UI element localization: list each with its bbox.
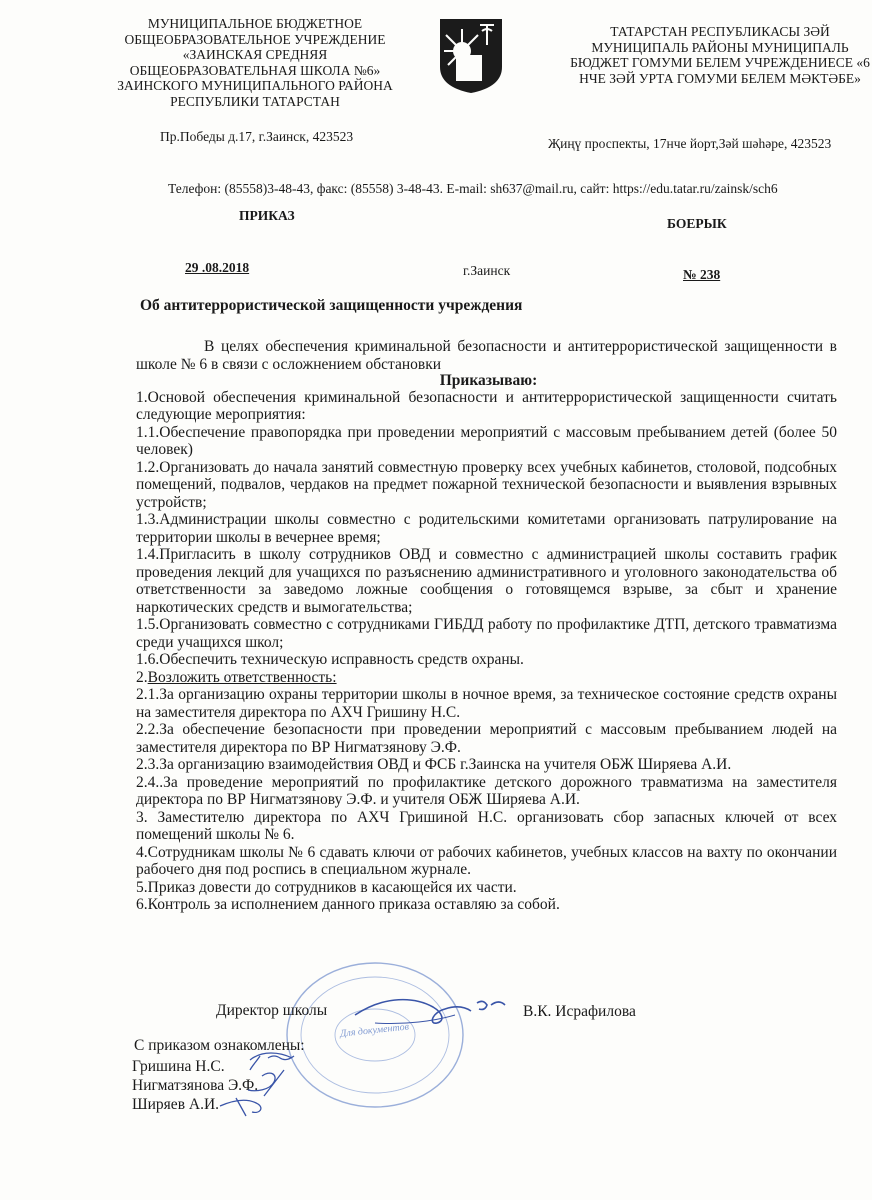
- decree-word: Приказываю:: [439, 372, 538, 389]
- doc-subject: Об антитеррористической защищенности учреждения: [140, 297, 523, 314]
- item-1-3: 1.3.Администрации школы совместно с родительскими комитетами организовать патрулирование на территории школы в вечернее время;: [136, 511, 837, 546]
- item-2: [136, 669, 837, 687]
- item-2-heading: Возложить ответственность:: [147, 668, 337, 686]
- item-3: 3. Заместителю директора по АХЧ Гришиной Н.С. организовать сбор запасных ключей от всех помещений школы № 6.: [136, 808, 837, 843]
- ack-person-2: Нигматзянова Э.Ф.: [132, 1077, 259, 1094]
- item-1: 1.Основой обеспечения криминальной безопасности и антитеррористической защищенности считать следующие мероприятия:: [136, 388, 837, 423]
- item-1-1: 1.1.Обеспечение правопорядка при проведении мероприятий с массовым пребыванием детей (более 50 человек): [136, 423, 837, 458]
- item-2-4: 2.4..За проведение мероприятий по профилактике детского дорожного травматизма на заместителя директора по ВР Нигматзянову Э.Ф. и учителя ОБЖ Ширяева А.И.: [136, 773, 837, 808]
- director-signature: [345, 985, 515, 1040]
- item-1-4: 1.4.Пригласить в школу сотрудников ОВД и совместно с администрацией школы составить график проведения лекций для учащихся по разъяснению административного и уголовного законодательства об ответственности за заведомо ложные сообщения о готовящемся взрыве, за сбыт и хранение наркотических средств и вымогательства;: [136, 546, 837, 616]
- doc-number: № 238: [683, 267, 721, 282]
- contacts-line: Телефон: (85558)3-48-43, факс: (85558) 3-48-43. E-mail: sh637@mail.ru, сайт: https://edu.tatar.ru/zainsk/sch6: [168, 181, 778, 196]
- stamp-label: Для документов: [339, 1021, 410, 1040]
- item-1-2: 1.2.Организовать до начала занятий совместную проверку всех учебных кабинетов, столовой, подсобных помещений, подвалов, чердаков на предмет пожарной технической безопасности и выявления взрывных устройств;: [136, 458, 837, 511]
- doc-city: г.Заинск: [463, 263, 511, 278]
- ack-person-1: Гришина Н.С.: [132, 1058, 225, 1075]
- doc-type-ru: ПРИКАЗ: [239, 208, 295, 223]
- doc-date: 29 .08.2018: [185, 260, 250, 275]
- item-2-number: 2.: [136, 668, 148, 686]
- doc-body: [136, 338, 837, 914]
- item-6: 6.Контроль за исполнением данного приказа оставляю за собой.: [136, 896, 560, 913]
- signatory-name: В.К. Исрафилова: [523, 1003, 636, 1020]
- item-4: 4.Сотрудникам школы № 6 сдавать ключи от рабочих кабинетов, учебных классов на вахту по окончании рабочего дня под роспись в специальном журнале.: [136, 843, 837, 878]
- org-name-ru: МУНИЦИПАЛЬНОЕ БЮДЖЕТНОЕ ОБЩЕОБРАЗОВАТЕЛЬНОЕ УЧРЕЖДЕНИЕ «ЗАИНСКАЯ СРЕДНЯЯ ОБЩЕОБРАЗОВАТЕЛЬНАЯ ШКОЛА №6» ЗАИНСКОГО МУНИЦИПАЛЬНОГО РАЙОНА РЕСПУБЛИКИ ТАТАРСТАН: [117, 16, 393, 109]
- doc-type-tt: БОЕРЫК: [667, 216, 727, 231]
- org-address-ru: Пр.Победы д.17, г.Заинск, 423523: [160, 129, 354, 144]
- ack-person-3: Ширяев А.И.: [132, 1096, 220, 1113]
- item-2-1: 2.1.За организацию охраны территории школы в ночное время, за техническое состояние средств охраны на заместителя директора по АХЧ Гришину Н.С.: [136, 686, 837, 721]
- item-1-6: 1.6.Обеспечить техническую исправность средств охраны.: [136, 651, 524, 668]
- item-2-3: 2.3.За организацию взаимодействия ОВД и ФСБ г.Заинска на учителя ОБЖ Ширяева А.И.: [136, 756, 732, 773]
- intro-paragraph: В целях обеспечения криминальной безопасности и антитеррористической защищенности в школе № 6 в связи с осложнением обстановки: [136, 338, 837, 373]
- item-1-5: 1.5.Организовать совместно с сотрудниками ГИБДД работу по профилактике ДТП, детского травматизма среди учащихся школ;: [136, 616, 837, 651]
- zainsk-emblem-icon: [436, 15, 506, 95]
- acknowledgement-title: С приказом ознакомлены:: [134, 1037, 305, 1054]
- org-address-tt: Җиңү проспекты, 17нче йорт,Зәй шәһәре, 423523: [548, 136, 832, 151]
- item-2-2: 2.2.За обеспечение безопасности при проведении мероприятий с массовым пребыванием людей на заместителя директора по ВР Нигматзянову Э.Ф.: [136, 721, 837, 756]
- org-name-tt: ТАТАРСТАН РЕСПУБЛИКАСЫ ЗӘЙ МУНИЦИПАЛЬ РАЙОНЫ МУНИЦИПАЛЬ БЮДЖЕТ ГОМУМИ БЕЛЕМ УЧРЕЖДЕНИЕСЕ «6 НЧЕ ЗӘЙ УРТА ГОМУМИ БЕЛЕМ МӘКТӘБЕ»: [570, 24, 870, 86]
- signatory-title: Директор школы: [216, 1002, 328, 1019]
- item-5: 5.Приказ довести до сотрудников в касающейся их части.: [136, 878, 517, 896]
- acknowledgement-signatures: [200, 1048, 320, 1118]
